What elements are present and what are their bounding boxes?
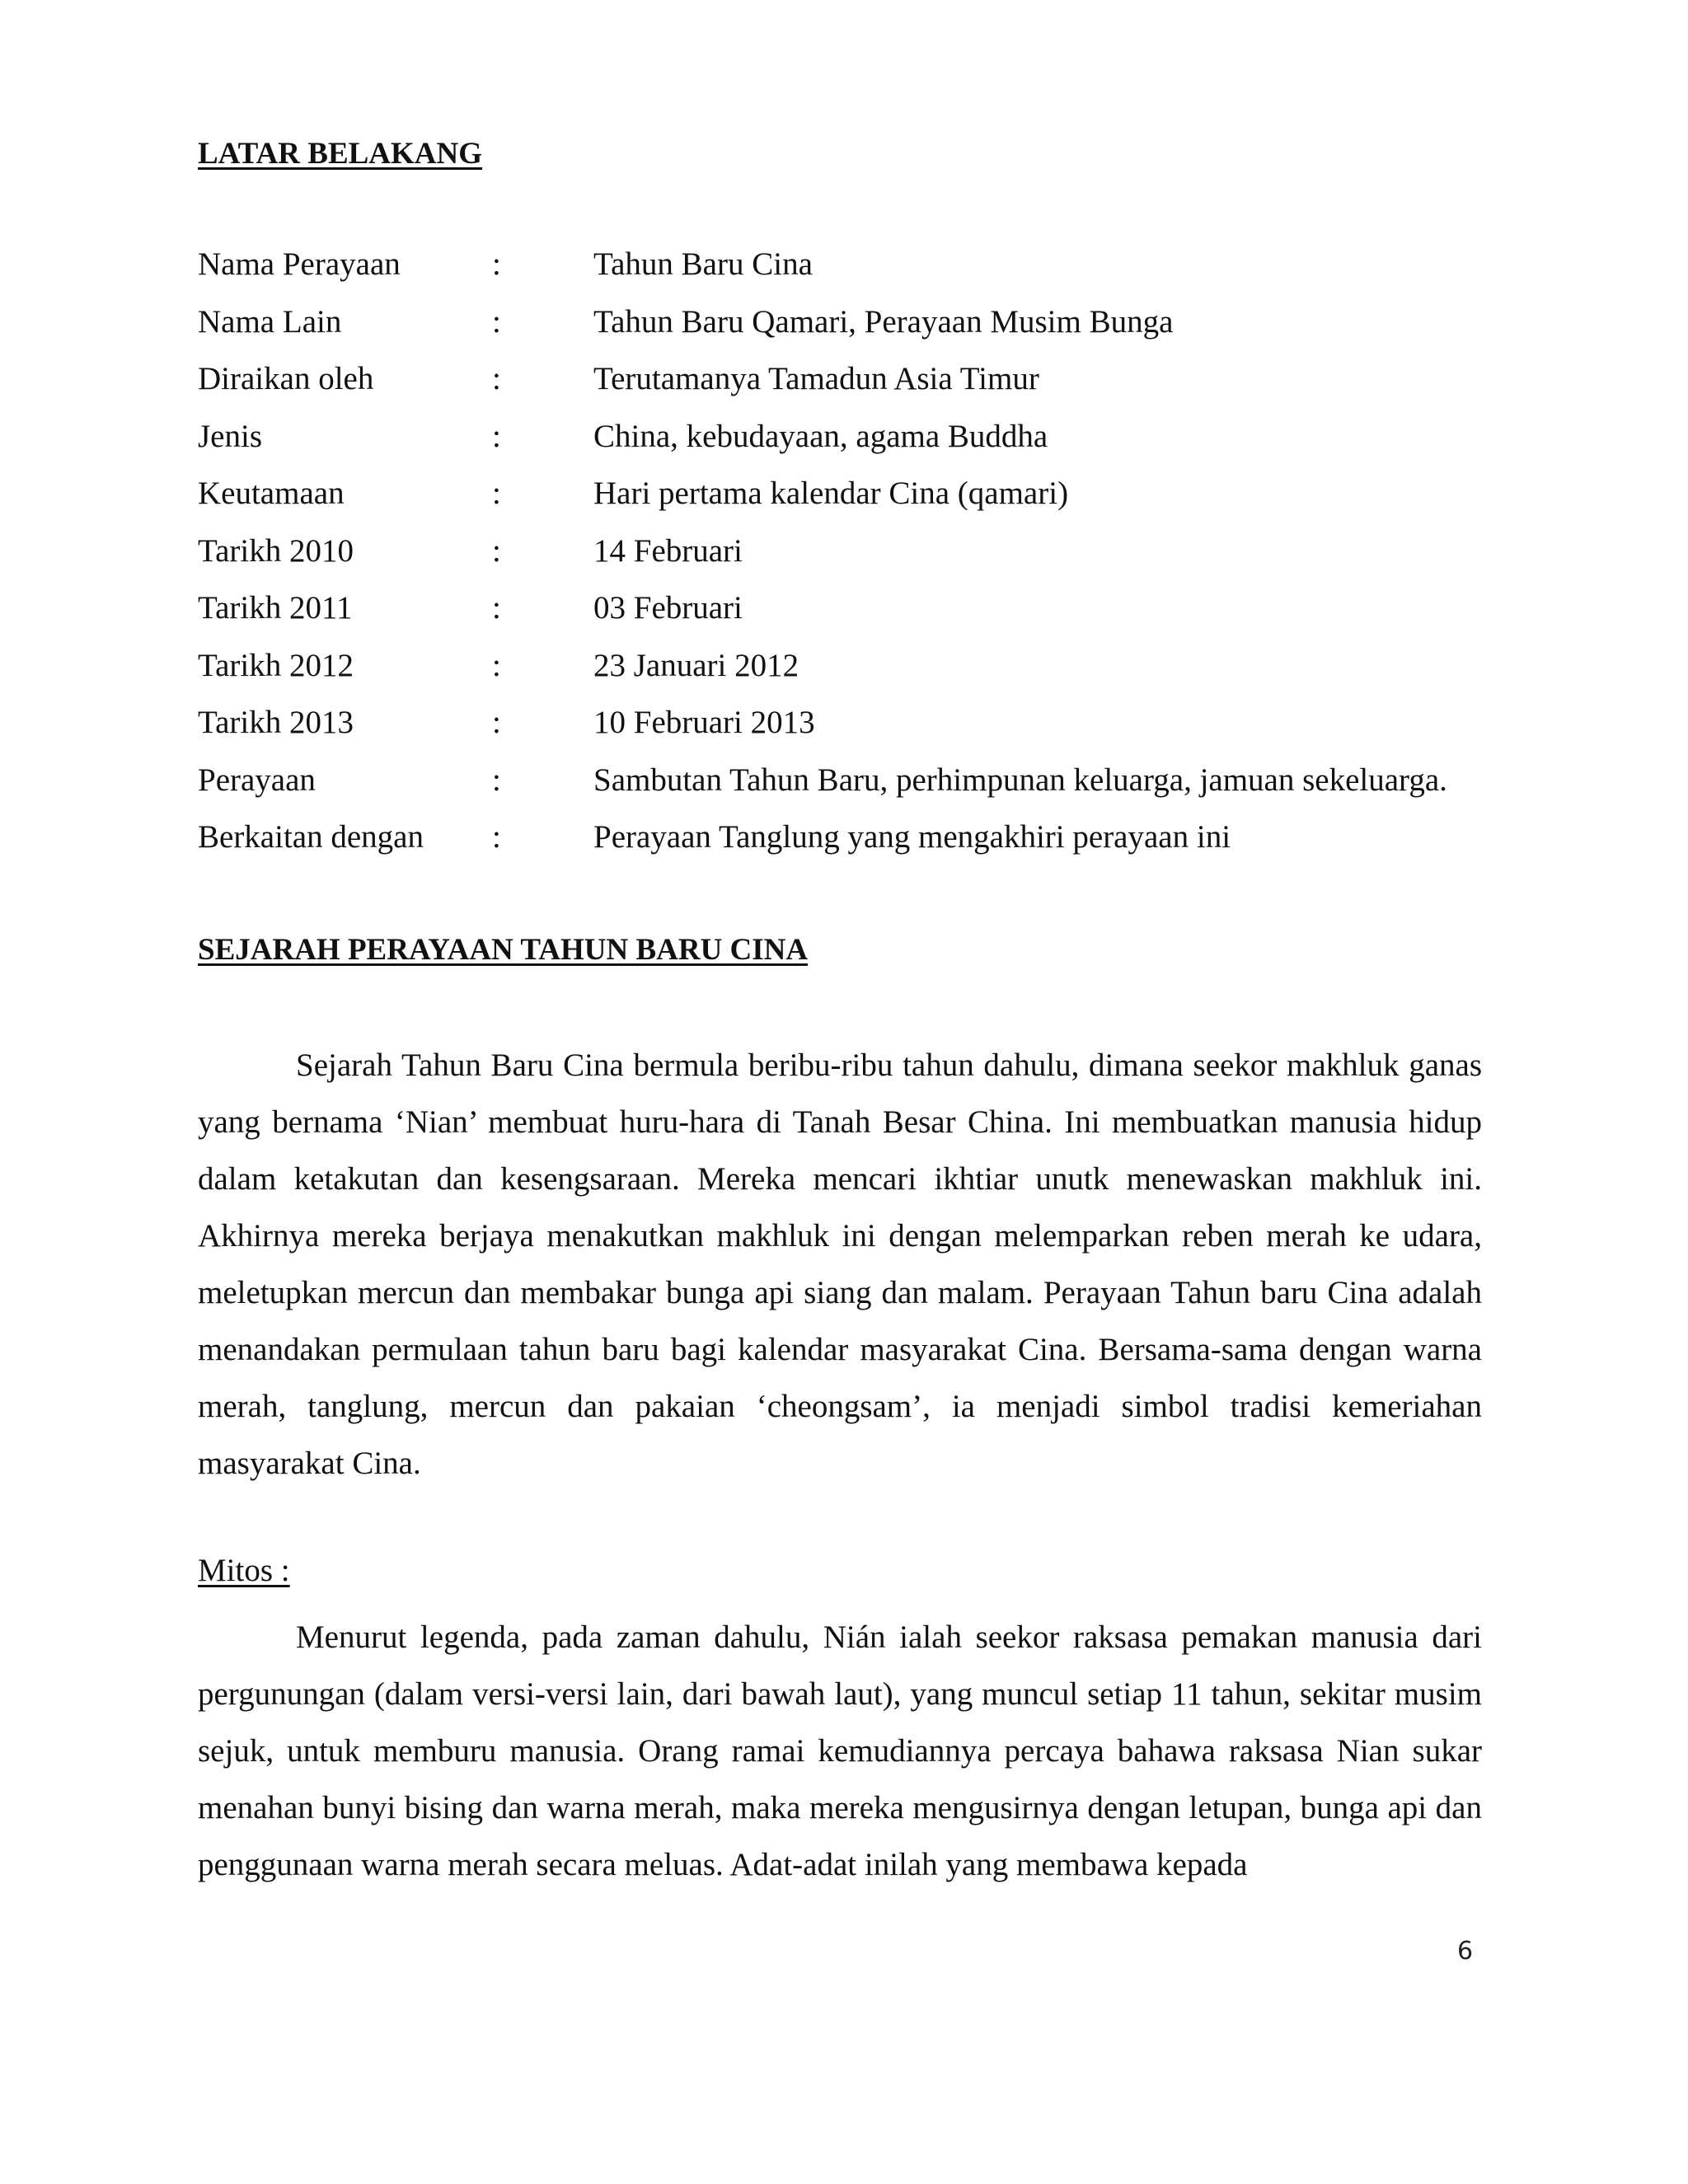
info-label: Perayaan bbox=[198, 762, 316, 798]
section-heading-sejarah: SEJARAH PERAYAAN TAHUN BARU CINA bbox=[198, 933, 809, 967]
info-value: Sambutan Tahun Baru, perhimpunan keluarga, jamuan sekeluarga. bbox=[593, 762, 1447, 798]
info-row bbox=[198, 532, 1517, 590]
page-number: 6 bbox=[1457, 1937, 1474, 1966]
info-label: Jenis bbox=[198, 418, 262, 454]
info-label: Nama Perayaan bbox=[198, 246, 401, 282]
info-row bbox=[198, 475, 1517, 532]
info-separator: : bbox=[492, 303, 501, 340]
info-table bbox=[198, 246, 1517, 876]
info-value: Terutamanya Tamadun Asia Timur bbox=[593, 361, 1039, 396]
info-value: China, kebudayaan, agama Buddha bbox=[593, 418, 1048, 454]
info-row bbox=[198, 246, 1517, 303]
info-label: Berkaitan dengan bbox=[198, 819, 424, 855]
section-heading-latar-belakang: LATAR BELAKANG bbox=[198, 137, 483, 171]
info-row bbox=[198, 589, 1517, 647]
info-label: Nama Lain bbox=[198, 303, 342, 340]
history-paragraph: Sejarah Tahun Baru Cina bermula beribu-ribu tahun dahulu, dimana seekor makhluk ganas yang bernama ‘Nian’ membuat huru-hara di Tanah Besar China. Ini membuatkan manusia hidup dalam ketakutan dan kesengsaraan. Mereka mencari ikhtiar unutk menewaskan makhluk ini. Akhirnya mereka berjaya menakutkan makhluk ini dengan melemparkan reben merah ke udara, meletupkan mercun dan membakar bunga api siang dan malam. Perayaan Tahun baru Cina adalah menandakan permulaan tahun baru bagi kalendar masyarakat Cina. Bersama-sama dengan warna merah, tanglung, mercun dan pakaian ‘cheongsam’, ia menjadi simbol tradisi kemeriahan masyarakat Cina. bbox=[198, 1047, 1482, 1481]
info-value: 10 Februari 2013 bbox=[593, 705, 815, 740]
info-separator: : bbox=[492, 819, 501, 855]
info-value: 14 Februari bbox=[593, 532, 743, 569]
info-value: Perayaan Tanglung yang mengakhiri perayaan ini bbox=[593, 819, 1231, 855]
info-separator: : bbox=[492, 476, 501, 511]
info-separator: : bbox=[492, 762, 501, 798]
info-separator: : bbox=[492, 705, 501, 740]
info-label: Tarikh 2011 bbox=[198, 590, 353, 626]
info-label: Diraikan oleh bbox=[198, 361, 374, 396]
info-separator: : bbox=[492, 246, 501, 282]
info-row bbox=[198, 704, 1517, 762]
info-row bbox=[198, 647, 1517, 705]
info-label: Keutamaan bbox=[198, 476, 345, 511]
info-value: Hari pertama kalendar Cina (qamari) bbox=[593, 476, 1069, 511]
info-row bbox=[198, 360, 1517, 418]
info-separator: : bbox=[492, 532, 501, 569]
info-row bbox=[198, 762, 1517, 819]
info-row bbox=[198, 303, 1517, 361]
info-value: Tahun Baru Qamari, Perayaan Musim Bunga bbox=[593, 303, 1174, 340]
info-row bbox=[198, 818, 1517, 876]
info-label: Tarikh 2012 bbox=[198, 647, 354, 683]
info-label: Tarikh 2013 bbox=[198, 705, 354, 740]
info-separator: : bbox=[492, 590, 501, 626]
info-label: Tarikh 2010 bbox=[198, 532, 354, 569]
info-separator: : bbox=[492, 647, 501, 683]
myth-paragraph: Menurut legenda, pada zaman dahulu, Nián ialah seekor raksasa pemakan manusia dari pergunungan (dalam versi-versi lain, dari bawah laut), yang muncul setiap 11 tahun, sekitar musim sejuk, untuk memburu manusia. Orang ramai kemudiannya percaya bahawa raksasa Nian sukar menahan bunyi bising dan warna merah, maka mereka mengusirnya dengan letupan, bunga api dan penggunaan warna merah secara meluas. Adat-adat inilah yang membawa kepada bbox=[198, 1619, 1482, 1882]
info-row bbox=[198, 418, 1517, 476]
info-value: 23 Januari 2012 bbox=[593, 647, 799, 683]
info-separator: : bbox=[492, 361, 501, 396]
info-separator: : bbox=[492, 418, 501, 454]
info-value: 03 Februari bbox=[593, 590, 743, 626]
info-value: Tahun Baru Cina bbox=[593, 246, 813, 282]
subheading-mitos: Mitos : bbox=[198, 1553, 290, 1588]
